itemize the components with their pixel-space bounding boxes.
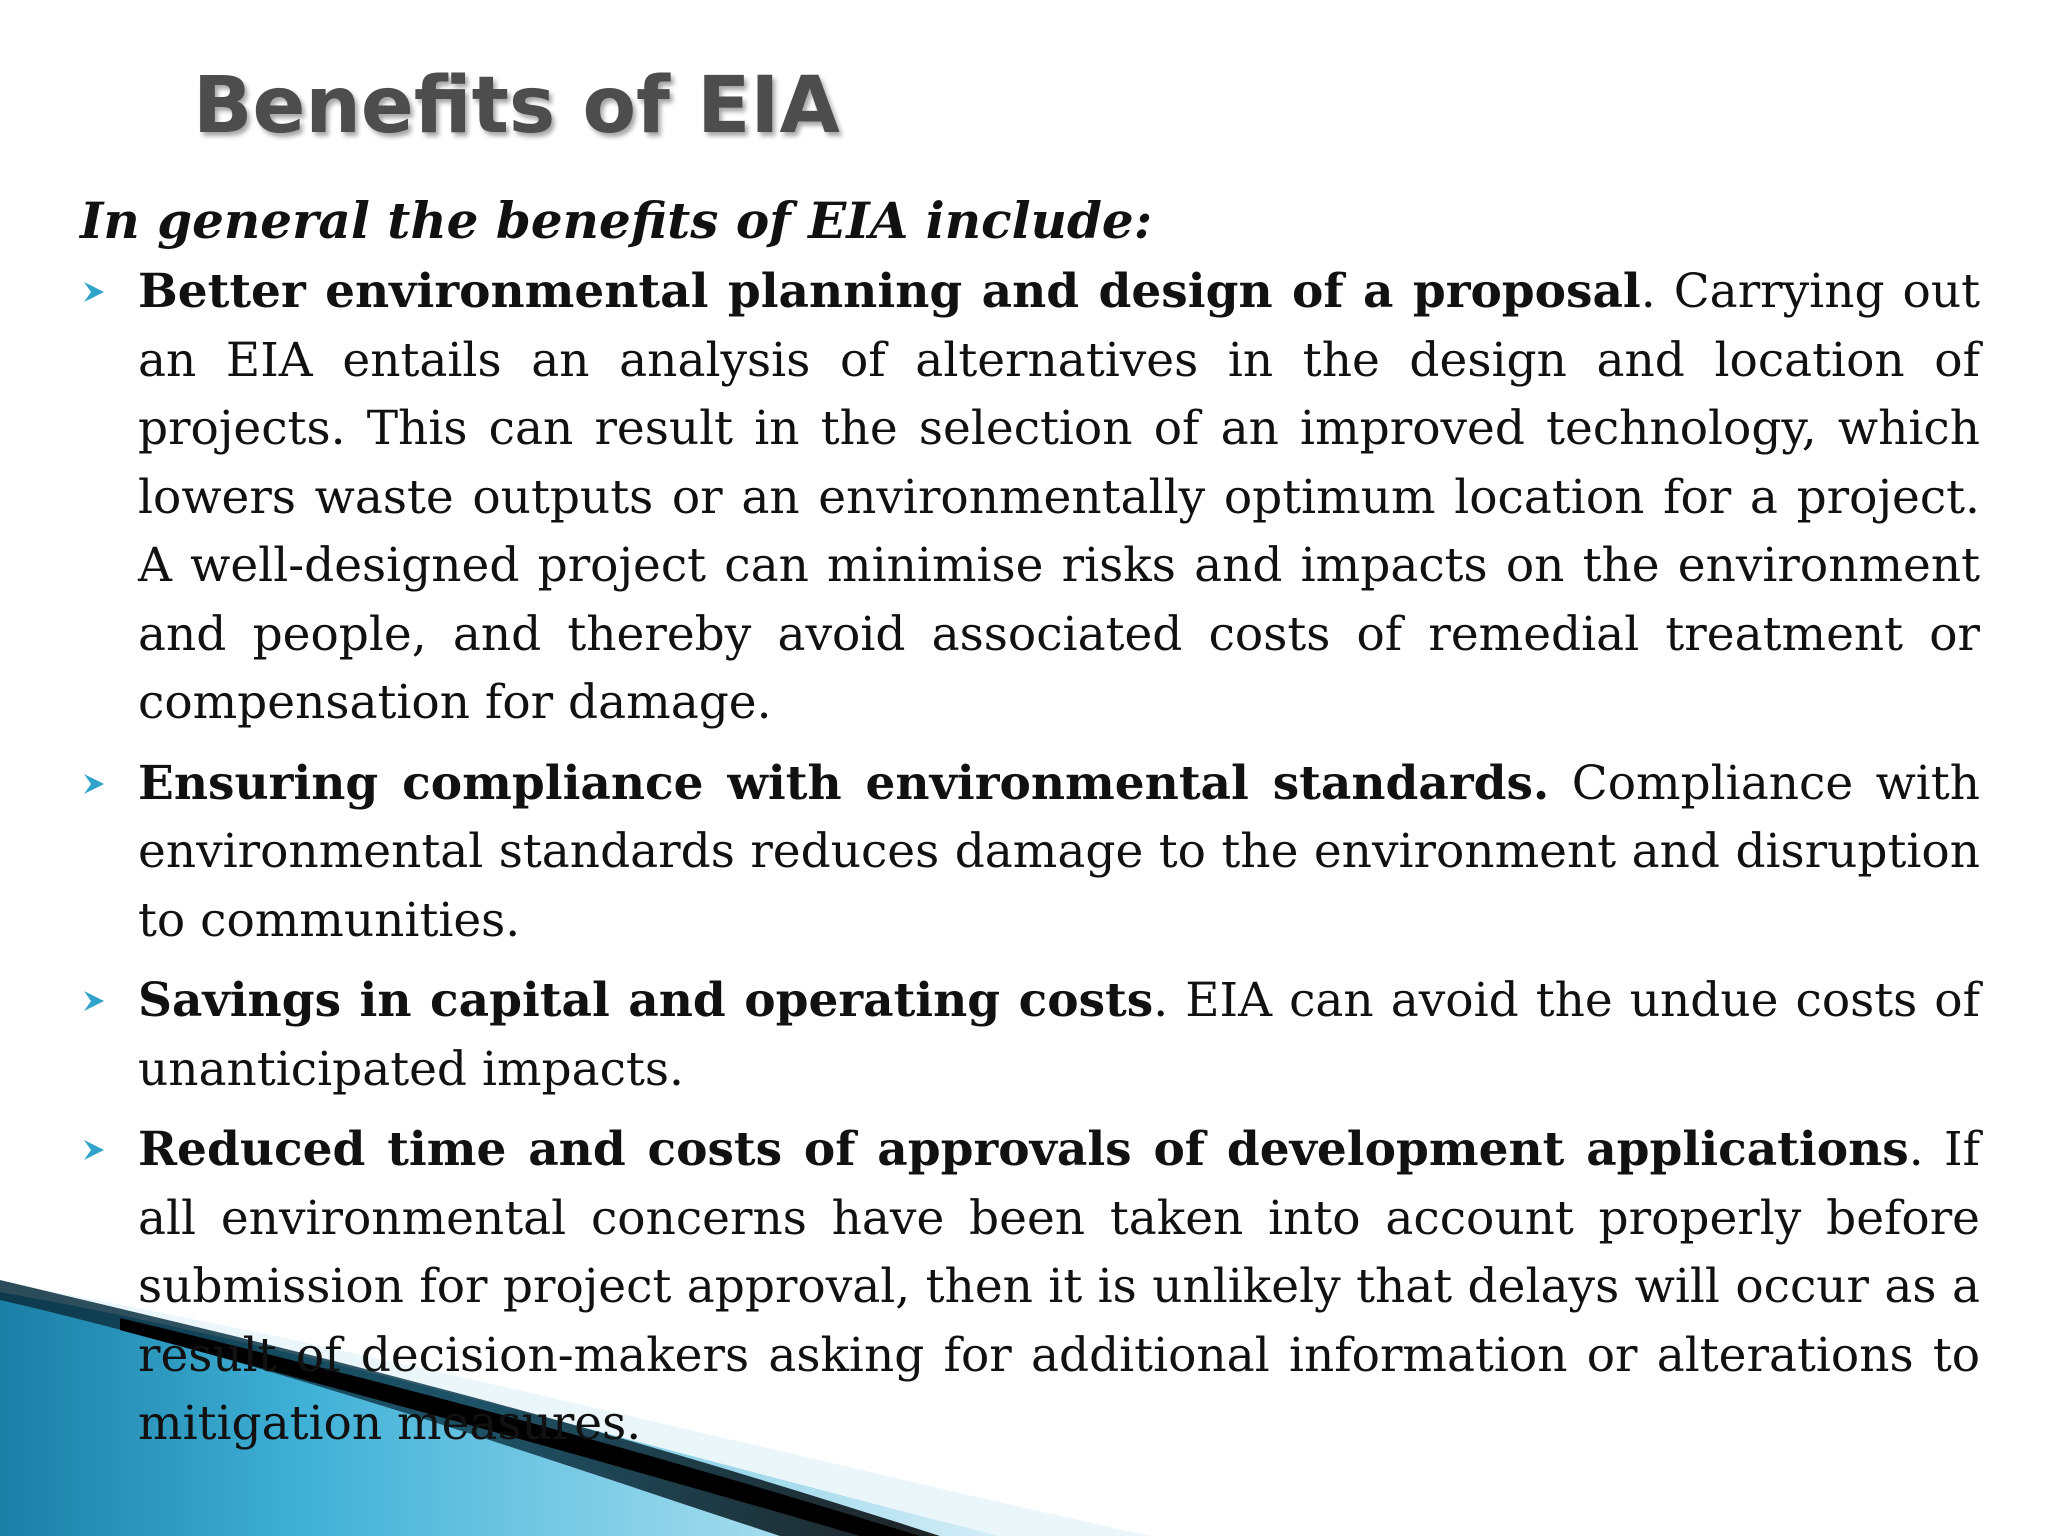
arrowhead-bullet-icon: [82, 280, 106, 304]
slide-content: [80, 186, 1980, 1471]
item-lead: Better environmental planning and design of a proposal: [138, 264, 1641, 319]
list-item: [80, 1116, 1980, 1459]
item-lead: Ensuring compliance with environmental standards.: [138, 755, 1550, 811]
item-lead: Reduced time and costs of approvals of development applications: [138, 1122, 1909, 1177]
intro-text: In general the benefits of EIA include:: [80, 191, 1153, 250]
item-text: . EIA can avoid the undue costs of unanticipated impacts.: [138, 973, 1981, 1097]
arrowhead-bullet-icon: [82, 772, 106, 796]
slide-title: Benefits of EIA: [193, 61, 840, 151]
item-text: . If all environmental concerns have been taken into account properly before submission for project approval, then it is unlikely that delays will occur as a result of decision-makers asking for additional information or alterations to mitigation measures.: [138, 1122, 1981, 1451]
arrowhead-bullet-icon: [82, 989, 106, 1013]
item-text: Compliance with environmental standards reduces damage to the environment and disruption to communities.: [138, 755, 1980, 948]
list-item: [80, 967, 1980, 1104]
arrowhead-bullet-icon: [82, 1138, 106, 1162]
list-item: [80, 750, 1980, 956]
benefits-list: [80, 258, 1980, 1459]
item-text: . Carrying out an EIA entails an analysis of alternatives in the design and location of projects. This can result in the selection of an improved technology, which lowers waste outputs or an environmentally optimum location for a project. A well-designed project can minimise risks and impacts on the environment and people, and thereby avoid associated costs of remedial treatment or compensation for damage.: [138, 264, 1980, 730]
item-lead: Savings in capital and operating costs: [138, 973, 1154, 1028]
list-item: [80, 258, 1980, 738]
